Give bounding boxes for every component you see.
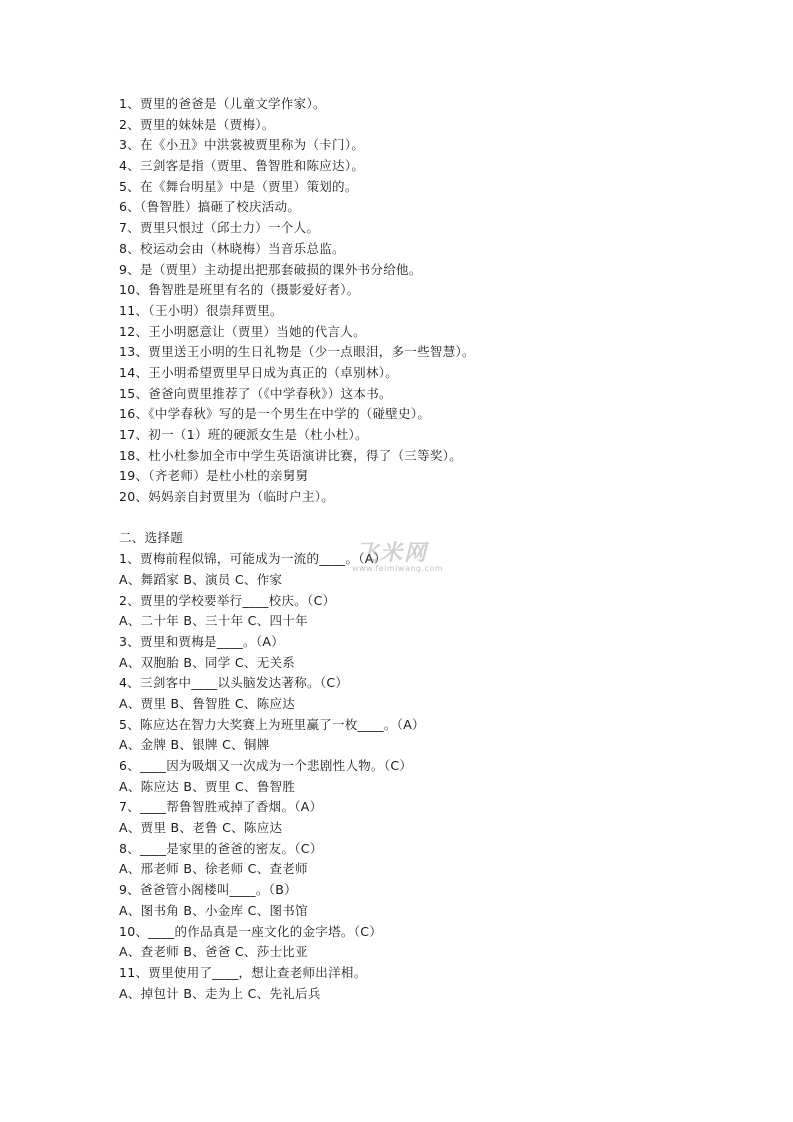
question-line: 6、（鲁智胜）搞砸了校庆活动。 xyxy=(119,199,301,215)
options-line: A、陈应达 B、贾里 C、鲁智胜 xyxy=(119,778,296,794)
question-line: 8、____是家里的爸爸的密友。（C） xyxy=(119,840,323,856)
question-line: 10、鲁智胜是班里有名的（摄影爱好者）。 xyxy=(119,282,360,298)
section-gap xyxy=(119,508,719,529)
question-line: 7、贾里只恨过（邱士力）一个人。 xyxy=(119,220,320,236)
question-line: 8、校运动会由（林晓梅）当音乐总监。 xyxy=(119,240,345,256)
question-line: 11、贾里使用了____，想让查老师出洋相。 xyxy=(119,964,367,980)
options-line: A、贾里 B、鲁智胜 C、陈应达 xyxy=(119,695,296,711)
watermark-url: www.feimiwang.com xyxy=(352,564,444,573)
question-line: 5、陈应达在智力大奖赛上为班里赢了一枚____。（A） xyxy=(119,716,425,732)
options-line: A、二十年 B、三十年 C、四十年 xyxy=(119,613,308,629)
question-line: 5、在《舞台明星》中是（贾里）策划的。 xyxy=(119,178,358,194)
options-line: A、掉包计 B、走为上 C、先礼后兵 xyxy=(119,985,321,1001)
question-line: 14、王小明希望贾里早日成为真正的（卓别林）。 xyxy=(119,364,399,380)
question-line: 18、杜小杜参加全市中学生英语演讲比赛，得了（三等奖）。 xyxy=(119,447,463,463)
question-line: 19、（齐老师）是杜小杜的亲舅舅 xyxy=(119,468,309,484)
question-line: 1、贾梅前程似锦，可能成为一流的____。（A） xyxy=(119,551,387,567)
question-line: 11、（王小明）很崇拜贾里。 xyxy=(119,302,283,318)
question-line: 15、爸爸向贾里推荐了（《中学春秋》）这本书。 xyxy=(119,385,392,401)
question-line: 4、三剑客是指（贾里、鲁智胜和陈应达）。 xyxy=(119,158,365,174)
question-line: 2、贾里的学校要举行____校庆。（C） xyxy=(119,592,336,608)
options-line: A、邢老师 B、徐老师 C、查老师 xyxy=(119,861,308,877)
question-line: 12、王小明愿意让（贾里）当她的代言人。 xyxy=(119,323,366,339)
question-line: 10、____的作品真是一座文化的金字塔。（C） xyxy=(119,923,383,939)
options-line: A、金牌 B、银牌 C、铜牌 xyxy=(119,737,270,753)
section-title: 二、选择题 xyxy=(119,530,184,546)
options-line: A、贾里 B、老鲁 C、陈应达 xyxy=(119,820,283,836)
options-line: A、查老师 B、爸爸 C、莎士比亚 xyxy=(119,944,308,960)
question-line: 3、在《小丑》中洪裳被贾里称为（卡门）。 xyxy=(119,137,365,153)
options-line: A、图书角 B、小金库 C、图书馆 xyxy=(119,902,308,918)
question-line: 9、爸爸管小阁楼叫____。（B） xyxy=(119,882,297,898)
options-line: A、双胞胎 B、同学 C、无关系 xyxy=(119,654,296,670)
choice-section xyxy=(119,528,719,1004)
options-line: A、舞蹈家 B、演员 C、作家 xyxy=(119,571,283,587)
question-line: 20、妈妈亲自封贾里为（临时户主）。 xyxy=(119,489,335,505)
watermark-text: 飞米网 xyxy=(356,541,429,566)
question-line: 9、是（贾里）主动提出把那套破损的课外书分给他。 xyxy=(119,261,422,277)
question-line: 1、贾里的爸爸是（儿童文学作家）。 xyxy=(119,96,326,111)
question-line: 6、____因为吸烟又一次成为一个悲剧性人物。（C） xyxy=(119,758,413,773)
document-content xyxy=(119,94,719,1004)
fill-in-section xyxy=(119,94,719,508)
question-line: 4、三剑客中____以头脑发达著称。（C） xyxy=(119,675,349,691)
question-line: 16、《中学春秋》写的是一个男生在中学的（碰壁史）。 xyxy=(119,406,431,422)
question-line: 17、初一（1）班的硬派女生是（杜小杜）。 xyxy=(119,427,368,442)
question-line: 7、____帮鲁智胜戒掉了香烟。（A） xyxy=(119,799,323,815)
question-line: 13、贾里送王小明的生日礼物是（少一点眼泪，多一些智慧）。 xyxy=(119,344,475,360)
question-line: 3、贾里和贾梅是____。（A） xyxy=(119,633,285,649)
question-line: 2、贾里的妹妹是（贾梅）。 xyxy=(119,116,275,132)
